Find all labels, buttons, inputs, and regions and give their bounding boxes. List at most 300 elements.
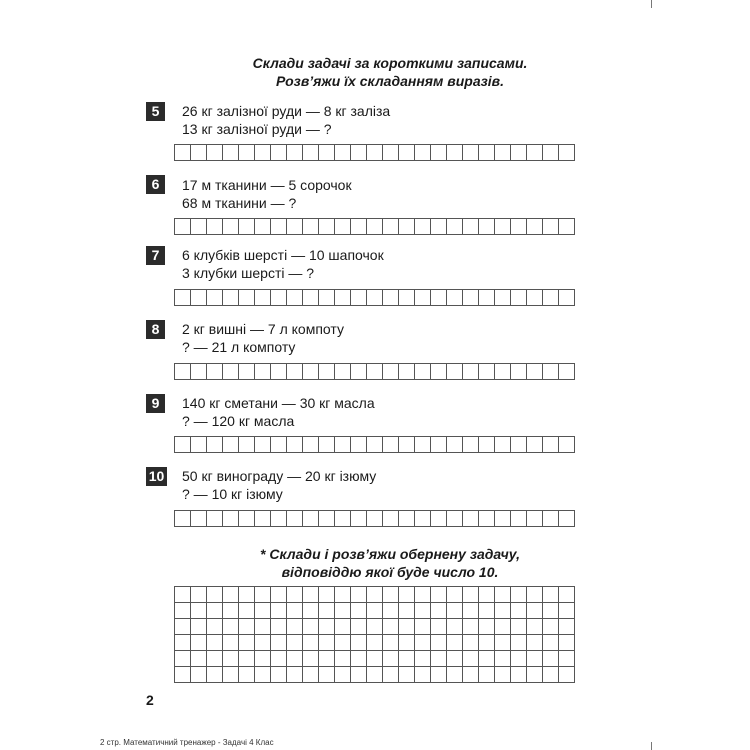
grid-cell[interactable] bbox=[495, 587, 511, 603]
grid-cell[interactable] bbox=[511, 511, 527, 527]
grid-cell[interactable] bbox=[271, 437, 287, 453]
grid-cell[interactable] bbox=[431, 587, 447, 603]
grid-cell[interactable] bbox=[351, 651, 367, 667]
grid-cell[interactable] bbox=[255, 145, 271, 161]
grid-cell[interactable] bbox=[559, 290, 575, 306]
grid-cell[interactable] bbox=[415, 619, 431, 635]
grid-cell[interactable] bbox=[415, 364, 431, 380]
grid-cell[interactable] bbox=[223, 219, 239, 235]
grid-cell[interactable] bbox=[399, 619, 415, 635]
grid-cell[interactable] bbox=[543, 364, 559, 380]
grid-cell[interactable] bbox=[479, 290, 495, 306]
grid-cell[interactable] bbox=[383, 219, 399, 235]
grid-cell[interactable] bbox=[287, 619, 303, 635]
grid-cell[interactable] bbox=[351, 587, 367, 603]
grid-cell[interactable] bbox=[175, 587, 191, 603]
grid-cell[interactable] bbox=[271, 587, 287, 603]
grid-cell[interactable] bbox=[415, 651, 431, 667]
solution-grid[interactable] bbox=[174, 586, 575, 683]
grid-cell[interactable] bbox=[303, 651, 319, 667]
grid-cell[interactable] bbox=[495, 511, 511, 527]
grid-cell[interactable] bbox=[559, 437, 575, 453]
grid-cell[interactable] bbox=[543, 145, 559, 161]
grid-cell[interactable] bbox=[479, 635, 495, 651]
grid-cell[interactable] bbox=[303, 145, 319, 161]
grid-cell[interactable] bbox=[271, 651, 287, 667]
grid-cell[interactable] bbox=[431, 651, 447, 667]
grid-cell[interactable] bbox=[447, 219, 463, 235]
grid-cell[interactable] bbox=[255, 437, 271, 453]
grid-cell[interactable] bbox=[527, 651, 543, 667]
grid-cell[interactable] bbox=[559, 364, 575, 380]
grid-cell[interactable] bbox=[287, 511, 303, 527]
grid-cell[interactable] bbox=[319, 437, 335, 453]
grid-cell[interactable] bbox=[319, 619, 335, 635]
grid-cell[interactable] bbox=[175, 145, 191, 161]
grid-cell[interactable] bbox=[447, 437, 463, 453]
grid-cell[interactable] bbox=[255, 635, 271, 651]
grid-cell[interactable] bbox=[223, 290, 239, 306]
grid-cell[interactable] bbox=[495, 145, 511, 161]
grid-cell[interactable] bbox=[447, 145, 463, 161]
grid-cell[interactable] bbox=[415, 219, 431, 235]
grid-cell[interactable] bbox=[559, 603, 575, 619]
grid-cell[interactable] bbox=[303, 635, 319, 651]
grid-cell[interactable] bbox=[431, 603, 447, 619]
grid-cell[interactable] bbox=[367, 290, 383, 306]
grid-cell[interactable] bbox=[479, 437, 495, 453]
grid-cell[interactable] bbox=[175, 437, 191, 453]
grid-cell[interactable] bbox=[511, 619, 527, 635]
grid-cell[interactable] bbox=[319, 667, 335, 683]
grid-cell[interactable] bbox=[255, 667, 271, 683]
grid-cell[interactable] bbox=[271, 603, 287, 619]
grid-cell[interactable] bbox=[271, 290, 287, 306]
grid-cell[interactable] bbox=[495, 667, 511, 683]
grid-cell[interactable] bbox=[431, 667, 447, 683]
grid-cell[interactable] bbox=[367, 364, 383, 380]
grid-cell[interactable] bbox=[335, 511, 351, 527]
grid-cell[interactable] bbox=[335, 364, 351, 380]
grid-cell[interactable] bbox=[463, 145, 479, 161]
grid-cell[interactable] bbox=[239, 667, 255, 683]
grid-cell[interactable] bbox=[399, 603, 415, 619]
grid-cell[interactable] bbox=[191, 667, 207, 683]
grid-cell[interactable] bbox=[303, 364, 319, 380]
grid-cell[interactable] bbox=[303, 219, 319, 235]
grid-cell[interactable] bbox=[415, 437, 431, 453]
grid-cell[interactable] bbox=[239, 603, 255, 619]
grid-cell[interactable] bbox=[463, 511, 479, 527]
grid-cell[interactable] bbox=[239, 437, 255, 453]
grid-cell[interactable] bbox=[335, 437, 351, 453]
grid-cell[interactable] bbox=[399, 437, 415, 453]
grid-cell[interactable] bbox=[175, 219, 191, 235]
grid-cell[interactable] bbox=[463, 437, 479, 453]
grid-cell[interactable] bbox=[335, 219, 351, 235]
grid-cell[interactable] bbox=[175, 651, 191, 667]
grid-cell[interactable] bbox=[415, 587, 431, 603]
grid-cell[interactable] bbox=[207, 290, 223, 306]
grid-cell[interactable] bbox=[511, 364, 527, 380]
grid-cell[interactable] bbox=[399, 667, 415, 683]
grid-cell[interactable] bbox=[383, 511, 399, 527]
grid-cell[interactable] bbox=[431, 219, 447, 235]
grid-cell[interactable] bbox=[543, 219, 559, 235]
answer-cell-row[interactable] bbox=[174, 510, 575, 527]
grid-cell[interactable] bbox=[399, 219, 415, 235]
grid-cell[interactable] bbox=[511, 587, 527, 603]
grid-cell[interactable] bbox=[255, 364, 271, 380]
grid-cell[interactable] bbox=[479, 619, 495, 635]
grid-cell[interactable] bbox=[367, 667, 383, 683]
grid-cell[interactable] bbox=[175, 290, 191, 306]
grid-cell[interactable] bbox=[319, 511, 335, 527]
grid-cell[interactable] bbox=[255, 619, 271, 635]
grid-cell[interactable] bbox=[319, 587, 335, 603]
grid-cell[interactable] bbox=[383, 587, 399, 603]
grid-cell[interactable] bbox=[383, 603, 399, 619]
grid-cell[interactable] bbox=[303, 619, 319, 635]
grid-cell[interactable] bbox=[383, 667, 399, 683]
grid-cell[interactable] bbox=[367, 219, 383, 235]
grid-cell[interactable] bbox=[543, 635, 559, 651]
grid-cell[interactable] bbox=[287, 651, 303, 667]
grid-cell[interactable] bbox=[399, 651, 415, 667]
grid-cell[interactable] bbox=[559, 145, 575, 161]
grid-cell[interactable] bbox=[479, 219, 495, 235]
grid-cell[interactable] bbox=[351, 635, 367, 651]
grid-cell[interactable] bbox=[399, 364, 415, 380]
grid-cell[interactable] bbox=[447, 587, 463, 603]
answer-cell-row[interactable] bbox=[174, 218, 575, 235]
grid-cell[interactable] bbox=[223, 651, 239, 667]
grid-cell[interactable] bbox=[527, 587, 543, 603]
grid-cell[interactable] bbox=[479, 651, 495, 667]
grid-cell[interactable] bbox=[255, 603, 271, 619]
grid-cell[interactable] bbox=[239, 635, 255, 651]
grid-cell[interactable] bbox=[463, 603, 479, 619]
grid-cell[interactable] bbox=[511, 145, 527, 161]
grid-cell[interactable] bbox=[543, 511, 559, 527]
grid-cell[interactable] bbox=[527, 667, 543, 683]
grid-cell[interactable] bbox=[447, 667, 463, 683]
grid-cell[interactable] bbox=[351, 145, 367, 161]
grid-cell[interactable] bbox=[271, 635, 287, 651]
grid-cell[interactable] bbox=[543, 603, 559, 619]
grid-cell[interactable] bbox=[191, 635, 207, 651]
grid-cell[interactable] bbox=[319, 635, 335, 651]
grid-cell[interactable] bbox=[559, 667, 575, 683]
grid-cell[interactable] bbox=[383, 635, 399, 651]
grid-cell[interactable] bbox=[223, 603, 239, 619]
grid-cell[interactable] bbox=[303, 603, 319, 619]
grid-cell[interactable] bbox=[367, 635, 383, 651]
grid-cell[interactable] bbox=[511, 603, 527, 619]
grid-cell[interactable] bbox=[463, 219, 479, 235]
grid-cell[interactable] bbox=[447, 651, 463, 667]
grid-cell[interactable] bbox=[527, 619, 543, 635]
grid-cell[interactable] bbox=[351, 511, 367, 527]
grid-cell[interactable] bbox=[207, 619, 223, 635]
grid-cell[interactable] bbox=[367, 603, 383, 619]
grid-cell[interactable] bbox=[271, 667, 287, 683]
grid-cell[interactable] bbox=[271, 619, 287, 635]
grid-cell[interactable] bbox=[271, 219, 287, 235]
grid-cell[interactable] bbox=[303, 667, 319, 683]
grid-cell[interactable] bbox=[239, 290, 255, 306]
grid-cell[interactable] bbox=[415, 511, 431, 527]
grid-cell[interactable] bbox=[431, 511, 447, 527]
grid-cell[interactable] bbox=[415, 145, 431, 161]
grid-cell[interactable] bbox=[239, 219, 255, 235]
grid-cell[interactable] bbox=[319, 603, 335, 619]
grid-cell[interactable] bbox=[447, 290, 463, 306]
grid-cell[interactable] bbox=[543, 290, 559, 306]
grid-cell[interactable] bbox=[351, 364, 367, 380]
grid-cell[interactable] bbox=[255, 290, 271, 306]
grid-cell[interactable] bbox=[287, 667, 303, 683]
grid-cell[interactable] bbox=[479, 587, 495, 603]
grid-cell[interactable] bbox=[271, 145, 287, 161]
grid-cell[interactable] bbox=[223, 437, 239, 453]
grid-cell[interactable] bbox=[367, 619, 383, 635]
grid-cell[interactable] bbox=[463, 364, 479, 380]
grid-cell[interactable] bbox=[511, 290, 527, 306]
grid-cell[interactable] bbox=[191, 587, 207, 603]
grid-cell[interactable] bbox=[431, 364, 447, 380]
grid-cell[interactable] bbox=[383, 651, 399, 667]
grid-cell[interactable] bbox=[479, 364, 495, 380]
grid-cell[interactable] bbox=[271, 364, 287, 380]
grid-cell[interactable] bbox=[175, 364, 191, 380]
grid-cell[interactable] bbox=[415, 667, 431, 683]
grid-cell[interactable] bbox=[383, 145, 399, 161]
grid-cell[interactable] bbox=[223, 587, 239, 603]
grid-cell[interactable] bbox=[319, 364, 335, 380]
grid-cell[interactable] bbox=[463, 619, 479, 635]
grid-cell[interactable] bbox=[511, 219, 527, 235]
grid-cell[interactable] bbox=[447, 635, 463, 651]
grid-cell[interactable] bbox=[511, 651, 527, 667]
grid-cell[interactable] bbox=[207, 587, 223, 603]
grid-cell[interactable] bbox=[399, 511, 415, 527]
grid-cell[interactable] bbox=[463, 587, 479, 603]
grid-cell[interactable] bbox=[223, 619, 239, 635]
grid-cell[interactable] bbox=[511, 667, 527, 683]
grid-cell[interactable] bbox=[511, 635, 527, 651]
grid-cell[interactable] bbox=[479, 603, 495, 619]
grid-cell[interactable] bbox=[527, 219, 543, 235]
grid-cell[interactable] bbox=[383, 437, 399, 453]
grid-cell[interactable] bbox=[207, 667, 223, 683]
grid-cell[interactable] bbox=[191, 511, 207, 527]
grid-cell[interactable] bbox=[207, 145, 223, 161]
grid-cell[interactable] bbox=[495, 603, 511, 619]
answer-cell-row[interactable] bbox=[174, 144, 575, 161]
grid-cell[interactable] bbox=[207, 364, 223, 380]
grid-cell[interactable] bbox=[319, 219, 335, 235]
grid-cell[interactable] bbox=[447, 364, 463, 380]
grid-cell[interactable] bbox=[287, 219, 303, 235]
grid-cell[interactable] bbox=[351, 667, 367, 683]
grid-cell[interactable] bbox=[447, 511, 463, 527]
grid-cell[interactable] bbox=[559, 619, 575, 635]
grid-cell[interactable] bbox=[207, 219, 223, 235]
grid-cell[interactable] bbox=[351, 619, 367, 635]
grid-cell[interactable] bbox=[559, 635, 575, 651]
grid-cell[interactable] bbox=[191, 603, 207, 619]
grid-cell[interactable] bbox=[527, 364, 543, 380]
grid-cell[interactable] bbox=[383, 364, 399, 380]
grid-cell[interactable] bbox=[191, 364, 207, 380]
grid-cell[interactable] bbox=[303, 587, 319, 603]
grid-cell[interactable] bbox=[447, 619, 463, 635]
answer-cell-row[interactable] bbox=[174, 363, 575, 380]
grid-cell[interactable] bbox=[479, 145, 495, 161]
grid-cell[interactable] bbox=[287, 290, 303, 306]
grid-cell[interactable] bbox=[431, 145, 447, 161]
grid-cell[interactable] bbox=[479, 511, 495, 527]
grid-cell[interactable] bbox=[319, 290, 335, 306]
grid-cell[interactable] bbox=[367, 145, 383, 161]
grid-cell[interactable] bbox=[559, 651, 575, 667]
grid-cell[interactable] bbox=[191, 145, 207, 161]
grid-cell[interactable] bbox=[543, 587, 559, 603]
grid-cell[interactable] bbox=[319, 145, 335, 161]
grid-cell[interactable] bbox=[239, 511, 255, 527]
grid-cell[interactable] bbox=[543, 667, 559, 683]
grid-cell[interactable] bbox=[207, 651, 223, 667]
grid-cell[interactable] bbox=[495, 437, 511, 453]
grid-cell[interactable] bbox=[367, 651, 383, 667]
grid-cell[interactable] bbox=[495, 619, 511, 635]
grid-cell[interactable] bbox=[383, 619, 399, 635]
grid-cell[interactable] bbox=[399, 635, 415, 651]
grid-cell[interactable] bbox=[287, 364, 303, 380]
grid-cell[interactable] bbox=[431, 635, 447, 651]
grid-cell[interactable] bbox=[543, 437, 559, 453]
grid-cell[interactable] bbox=[335, 587, 351, 603]
grid-cell[interactable] bbox=[527, 603, 543, 619]
grid-cell[interactable] bbox=[175, 511, 191, 527]
grid-cell[interactable] bbox=[287, 587, 303, 603]
grid-cell[interactable] bbox=[527, 635, 543, 651]
grid-cell[interactable] bbox=[335, 603, 351, 619]
grid-cell[interactable] bbox=[479, 667, 495, 683]
grid-cell[interactable] bbox=[239, 587, 255, 603]
grid-cell[interactable] bbox=[431, 290, 447, 306]
grid-cell[interactable] bbox=[495, 635, 511, 651]
grid-cell[interactable] bbox=[239, 364, 255, 380]
grid-cell[interactable] bbox=[239, 619, 255, 635]
grid-cell[interactable] bbox=[223, 364, 239, 380]
grid-cell[interactable] bbox=[399, 290, 415, 306]
grid-cell[interactable] bbox=[431, 619, 447, 635]
grid-cell[interactable] bbox=[495, 290, 511, 306]
grid-cell[interactable] bbox=[239, 651, 255, 667]
grid-cell[interactable] bbox=[271, 511, 287, 527]
grid-cell[interactable] bbox=[351, 290, 367, 306]
grid-cell[interactable] bbox=[303, 437, 319, 453]
grid-cell[interactable] bbox=[543, 651, 559, 667]
grid-cell[interactable] bbox=[303, 511, 319, 527]
grid-cell[interactable] bbox=[191, 651, 207, 667]
grid-cell[interactable] bbox=[319, 651, 335, 667]
grid-cell[interactable] bbox=[367, 587, 383, 603]
grid-cell[interactable] bbox=[527, 290, 543, 306]
grid-cell[interactable] bbox=[559, 511, 575, 527]
grid-cell[interactable] bbox=[351, 437, 367, 453]
grid-cell[interactable] bbox=[335, 667, 351, 683]
grid-cell[interactable] bbox=[223, 511, 239, 527]
grid-cell[interactable] bbox=[207, 603, 223, 619]
grid-cell[interactable] bbox=[431, 437, 447, 453]
grid-cell[interactable] bbox=[223, 635, 239, 651]
grid-cell[interactable] bbox=[399, 145, 415, 161]
grid-cell[interactable] bbox=[191, 619, 207, 635]
grid-cell[interactable] bbox=[463, 635, 479, 651]
grid-cell[interactable] bbox=[255, 511, 271, 527]
grid-cell[interactable] bbox=[175, 603, 191, 619]
grid-cell[interactable] bbox=[351, 603, 367, 619]
grid-cell[interactable] bbox=[191, 290, 207, 306]
grid-cell[interactable] bbox=[287, 635, 303, 651]
grid-cell[interactable] bbox=[287, 437, 303, 453]
grid-cell[interactable] bbox=[351, 219, 367, 235]
grid-cell[interactable] bbox=[287, 603, 303, 619]
grid-cell[interactable] bbox=[335, 290, 351, 306]
answer-cell-row[interactable] bbox=[174, 289, 575, 306]
grid-cell[interactable] bbox=[335, 651, 351, 667]
grid-cell[interactable] bbox=[527, 437, 543, 453]
grid-cell[interactable] bbox=[255, 651, 271, 667]
grid-cell[interactable] bbox=[495, 651, 511, 667]
grid-cell[interactable] bbox=[463, 667, 479, 683]
grid-cell[interactable] bbox=[463, 290, 479, 306]
grid-cell[interactable] bbox=[415, 290, 431, 306]
grid-cell[interactable] bbox=[303, 290, 319, 306]
grid-cell[interactable] bbox=[463, 651, 479, 667]
grid-cell[interactable] bbox=[367, 437, 383, 453]
grid-cell[interactable] bbox=[239, 145, 255, 161]
grid-cell[interactable] bbox=[511, 437, 527, 453]
answer-cell-row[interactable] bbox=[174, 436, 575, 453]
grid-cell[interactable] bbox=[383, 290, 399, 306]
grid-cell[interactable] bbox=[223, 667, 239, 683]
grid-cell[interactable] bbox=[447, 603, 463, 619]
grid-cell[interactable] bbox=[287, 145, 303, 161]
grid-cell[interactable] bbox=[559, 219, 575, 235]
grid-cell[interactable] bbox=[415, 635, 431, 651]
grid-cell[interactable] bbox=[223, 145, 239, 161]
grid-cell[interactable] bbox=[495, 364, 511, 380]
grid-cell[interactable] bbox=[207, 635, 223, 651]
grid-cell[interactable] bbox=[335, 145, 351, 161]
grid-cell[interactable] bbox=[495, 219, 511, 235]
grid-cell[interactable] bbox=[527, 145, 543, 161]
grid-cell[interactable] bbox=[175, 667, 191, 683]
grid-cell[interactable] bbox=[543, 619, 559, 635]
grid-cell[interactable] bbox=[255, 587, 271, 603]
grid-cell[interactable] bbox=[399, 587, 415, 603]
grid-cell[interactable] bbox=[207, 437, 223, 453]
grid-cell[interactable] bbox=[191, 437, 207, 453]
grid-cell[interactable] bbox=[191, 219, 207, 235]
grid-cell[interactable] bbox=[335, 635, 351, 651]
grid-cell[interactable] bbox=[559, 587, 575, 603]
grid-cell[interactable] bbox=[367, 511, 383, 527]
